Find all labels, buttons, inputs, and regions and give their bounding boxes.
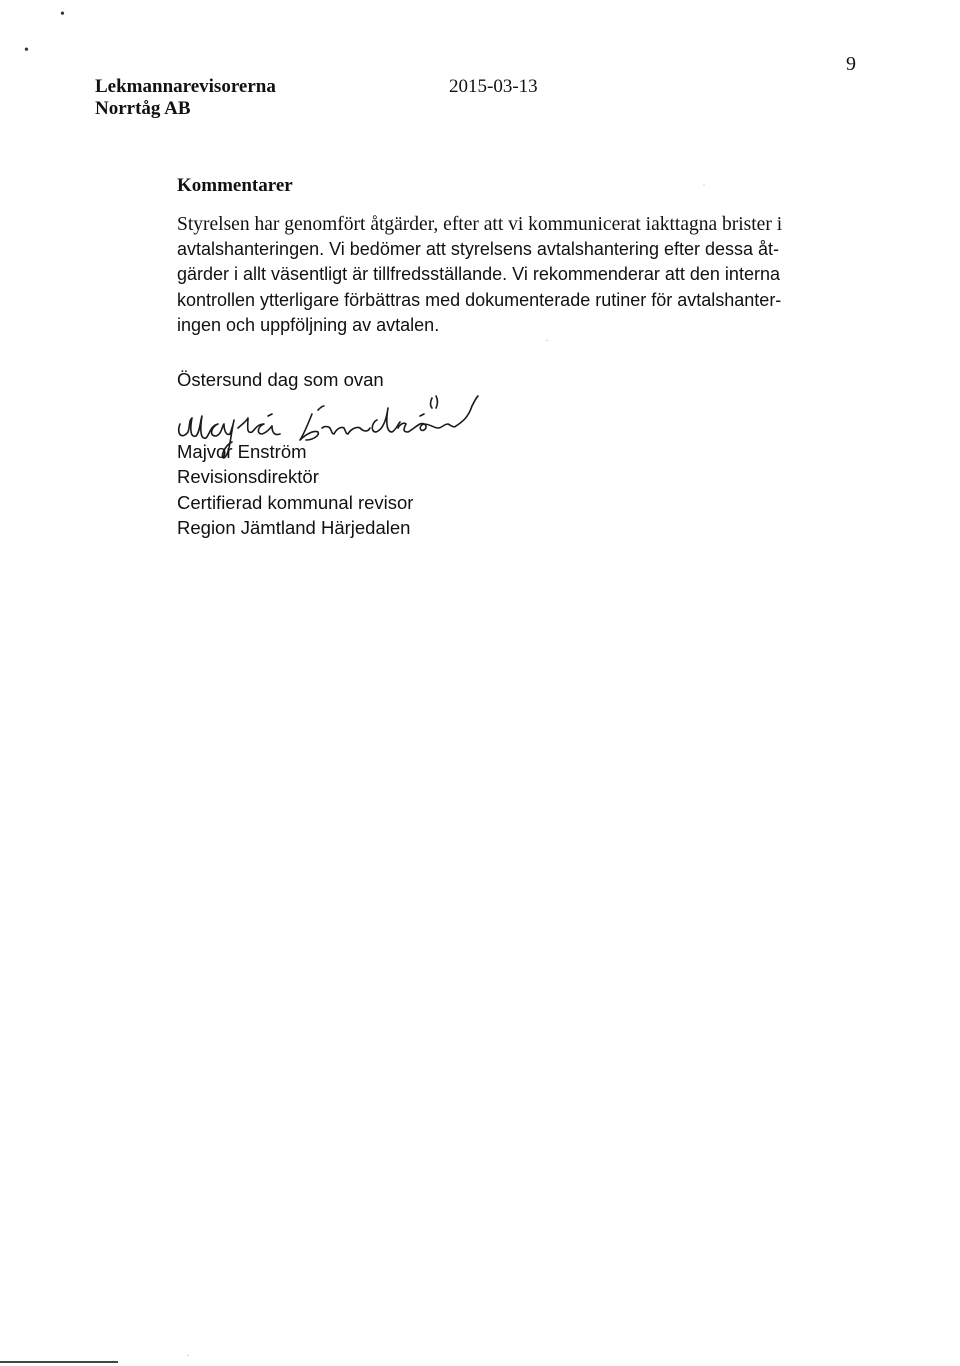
place-and-date: Östersund dag som ovan (177, 369, 384, 390)
section-heading: Kommentarer (177, 175, 293, 196)
scan-speck: · (702, 178, 706, 192)
comment-paragraph (177, 212, 877, 338)
paragraph-line: gärder i allt väsentligt är tillfredsställande. Vi rekommenderar att den interna (177, 264, 780, 285)
organization-name: Lekmannarevisorerna (95, 76, 276, 97)
scan-speck: • (60, 7, 65, 22)
signer-certification: Certifierad kommunal revisor (177, 491, 414, 513)
signer-organization: Region Jämtland Härjedalen (177, 516, 411, 538)
signer-name: Majvor Enström (177, 441, 307, 462)
scan-speck: · (186, 1348, 190, 1362)
paragraph-line: avtalshanteringen. Vi bedömer att styrelsens avtalshantering efter dessa åt- (177, 239, 780, 260)
footer-rule (0, 1361, 118, 1363)
company-name: Norrtåg AB (95, 98, 191, 119)
paragraph-line: Styrelsen har genomfört åtgärder, efter att vi kommunicerat iakttagna brister i (177, 214, 783, 235)
scan-speck: · (545, 333, 549, 347)
scan-speck: • (24, 43, 29, 58)
header-organization (95, 76, 276, 120)
page-number: 9 (846, 53, 856, 75)
document-date: 2015-03-13 (449, 76, 538, 97)
signer-block (177, 439, 413, 540)
paragraph-line: kontrollen ytterligare förbättras med dokumenterade rutiner för avtalshanter- (177, 289, 782, 310)
signer-title: Revisionsdirektör (177, 466, 319, 488)
paragraph-line: ingen och uppföljning av avtalen. (177, 314, 440, 335)
